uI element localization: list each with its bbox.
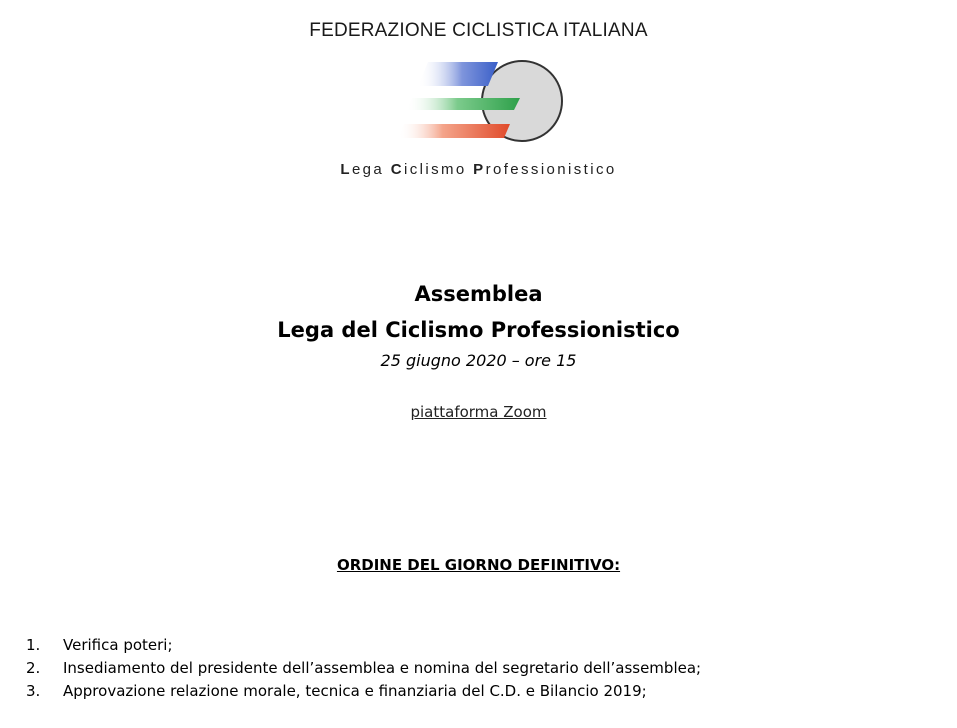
subtitle-initial-c: C: [390, 161, 404, 178]
agenda-item: [26, 657, 946, 680]
subtitle-rest-p: rofessionistico: [485, 161, 617, 178]
agenda-list: [26, 634, 946, 703]
agenda-heading: [0, 556, 957, 574]
fci-logo: [398, 58, 568, 148]
subtitle-rest-c: iclismo: [403, 161, 474, 178]
platform-link: piattaforma Zoom: [410, 403, 547, 421]
green-stripe: [406, 98, 520, 110]
red-stripe: [398, 124, 510, 138]
league-subtitle: [0, 161, 957, 178]
agenda-item-number: 3.: [26, 682, 41, 700]
federation-title: FEDERAZIONE CICLISTICA ITALIANA: [309, 20, 648, 41]
meeting-datetime: 25 giugno 2020 – ore 15: [380, 351, 577, 370]
meeting-title: Assemblea: [414, 282, 543, 306]
subtitle-rest-l: ega: [351, 161, 391, 178]
agenda-item-number: 1.: [26, 636, 41, 654]
agenda-item-text: Insediamento del presidente dell’assemblea e nomina del segretario dell’assemblea;: [63, 659, 702, 677]
subtitle-initial-p: P: [473, 161, 486, 178]
blue-stripe: [418, 62, 498, 86]
agenda-item-text: Verifica poteri;: [63, 636, 173, 654]
agenda-item: [26, 680, 946, 703]
agenda-heading-text: ORDINE DEL GIORNO DEFINITIVO:: [336, 556, 621, 574]
subtitle-initial-l: L: [340, 161, 352, 178]
agenda-item-number: 2.: [26, 659, 41, 677]
meeting-platform: [0, 403, 957, 421]
agenda-item: [26, 634, 946, 657]
agenda-item-text: Approvazione relazione morale, tecnica e finanziaria del C.D. e Bilancio 2019;: [63, 682, 647, 700]
meeting-organization: Lega del Ciclismo Professionistico: [277, 318, 680, 342]
